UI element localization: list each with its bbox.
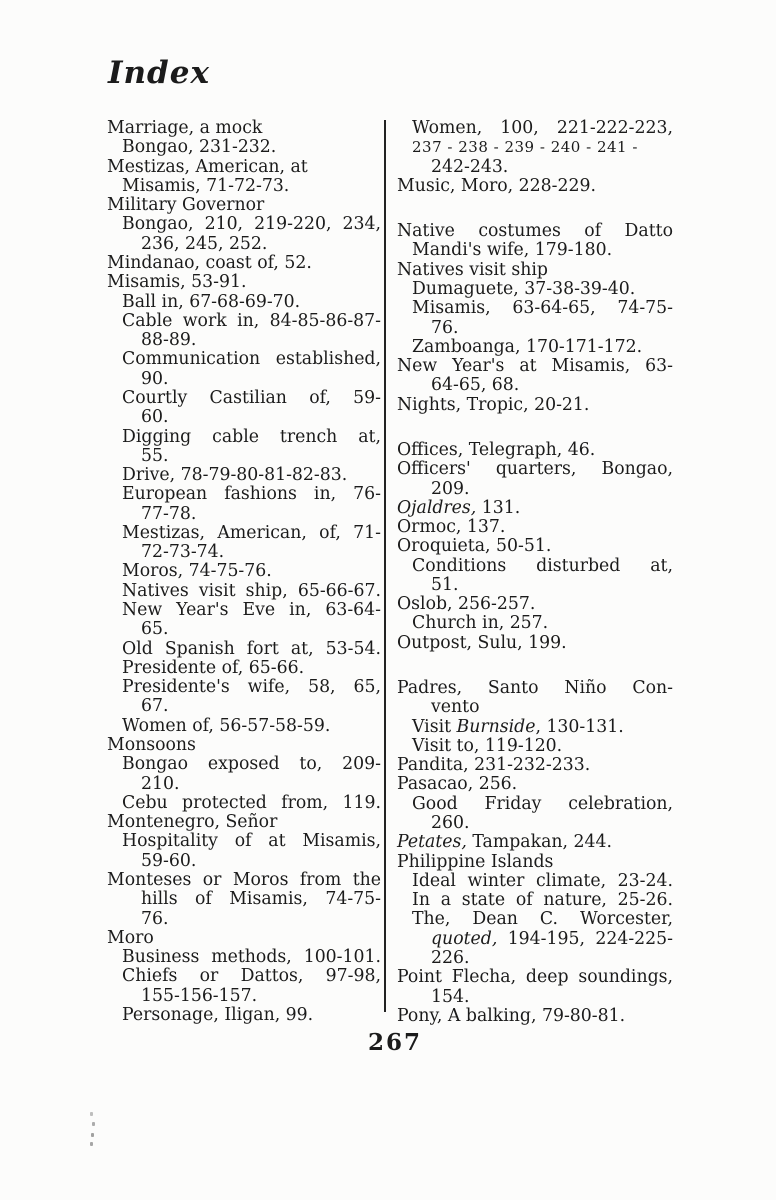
index-line [397, 518, 673, 537]
index-line-text: Women, 100, 221-222-223, [412, 118, 673, 138]
index-line-text: 237 - 238 - 239 - 240 - 241 - [412, 138, 638, 157]
index-line [107, 562, 381, 581]
index-line-text: Ideal winter climate, 23-24. [412, 870, 673, 891]
index-line-text: Natives visit ship [397, 259, 548, 280]
index-line-text: Conditions disturbed at, [412, 555, 673, 576]
index-line [107, 910, 381, 929]
index-line [107, 447, 381, 466]
index-line [107, 466, 381, 485]
index-line-text: Communication established, [122, 349, 381, 370]
index-line [107, 158, 381, 177]
ink-speck [90, 1112, 93, 1116]
index-line-text: 155-156-157. [141, 985, 258, 1006]
ink-speck [90, 1142, 93, 1146]
index-line-text: Mandi's wife, 179-180. [412, 240, 613, 261]
index-line-text: Natives visit ship, 65-66-67. [122, 580, 381, 601]
index-line [107, 119, 381, 138]
index-line-text: Offices, Telegraph, 46. [397, 439, 596, 460]
index-line [107, 697, 381, 716]
index-line-text: Old Spanish fort at, 53-54. [122, 638, 381, 659]
index-line-text: Military Governor [107, 195, 265, 216]
index-line [107, 370, 381, 389]
index-line [397, 718, 673, 737]
index-line-text: Courtly Castilian of, 59- [122, 387, 381, 408]
index-line-text: 60. [141, 407, 169, 428]
index-line-text: Mindanao, coast of, 52. [107, 252, 312, 273]
ink-speck [92, 1122, 95, 1126]
index-line [107, 871, 381, 890]
index-line [107, 505, 381, 524]
index-line [107, 428, 381, 447]
index-line [397, 576, 673, 595]
index-line-text: Mestizas, American, of, 71- [122, 522, 381, 543]
index-line [397, 634, 673, 653]
index-line-text: 88-89. [141, 330, 197, 351]
index-line-text: 131. [476, 497, 521, 518]
index-line [397, 396, 673, 415]
index-line-text: Ball in, 67-68-69-70. [122, 291, 301, 312]
index-line [107, 273, 381, 292]
index-line-text: Misamis, 63-64-65, 74-75- [412, 298, 673, 319]
index-line-text: Ormoc, 137. [397, 517, 506, 538]
index-line [107, 485, 381, 504]
index-line [397, 1007, 673, 1026]
index-line [397, 376, 673, 395]
index-line [107, 331, 381, 350]
index-line-text: Native costumes of Datto [397, 221, 673, 242]
index-line [107, 755, 381, 774]
index-line-text: 64-65, 68. [431, 375, 520, 396]
index-line [107, 601, 381, 620]
index-line [107, 196, 381, 215]
page-number: 267 [368, 1029, 423, 1056]
index-line [397, 319, 673, 338]
index-line [397, 480, 673, 499]
index-line [107, 813, 381, 832]
index-line [107, 890, 381, 909]
index-line-text: Pandita, 231-232-233. [397, 755, 591, 776]
index-line [397, 299, 673, 318]
index-line-text: 51. [431, 574, 459, 595]
index-line-text: Monsoons [107, 735, 196, 755]
index-line-text: Nights, Tropic, 20-21. [397, 394, 590, 415]
column-gap [397, 415, 673, 441]
index-line [397, 968, 673, 987]
index-line [397, 241, 673, 260]
index-line [107, 794, 381, 813]
index-line [397, 261, 673, 280]
ink-speck [91, 1133, 94, 1137]
index-line [397, 338, 673, 357]
index-line-text: Personage, Iligan, 99. [122, 1004, 314, 1025]
page-title: Index [108, 55, 210, 91]
italic-term: Ojaldres, [397, 497, 477, 518]
index-line-text: Tampakan, 244. [466, 832, 612, 853]
index-line [107, 659, 381, 678]
index-line [107, 389, 381, 408]
index-line [107, 312, 381, 331]
index-line-text: Music, Moro, 228-229. [397, 175, 596, 196]
index-line-text: 76. [431, 317, 459, 338]
index-line-text: 242-243. [431, 156, 509, 177]
index-line-text: 226. [431, 947, 470, 968]
index-line [397, 158, 673, 177]
index-line [397, 698, 673, 717]
italic-term: Petates, [397, 832, 467, 853]
index-line-text: Visit [412, 716, 457, 737]
index-line [107, 543, 381, 562]
index-line-text: 76. [141, 908, 169, 929]
index-line-text: 90. [141, 368, 169, 389]
index-line-text: 77-78. [141, 503, 197, 524]
index-line-text: 260. [431, 813, 470, 833]
index-line [107, 582, 381, 601]
index-line-text: Oroquieta, 50-51. [397, 536, 552, 557]
index-line [107, 177, 381, 196]
index-line-text: Chiefs or Dattos, 97-98, [122, 966, 381, 987]
index-line [107, 620, 381, 639]
index-line [397, 930, 673, 949]
italic-term: Burnside [456, 716, 536, 737]
index-line [397, 679, 673, 698]
index-line-text: Visit to, 119-120. [412, 735, 563, 756]
index-line-text: Business methods, 100-101. [122, 947, 381, 968]
index-line [397, 460, 673, 479]
index-line-text: Moro [107, 927, 154, 948]
index-line [107, 640, 381, 659]
index-line-text: In a state of nature, 25-26. [412, 890, 673, 911]
index-line [107, 736, 381, 755]
index-line-text: 210. [141, 773, 180, 794]
index-line-text: Drive, 78-79-80-81-82-83. [122, 465, 348, 486]
index-line-text: 154. [431, 986, 470, 1007]
index-line-text: Mestizas, American, at [107, 156, 308, 177]
index-line-text: Cable work in, 84-85-86-87- [122, 310, 381, 331]
index-line [397, 119, 673, 138]
index-line [107, 215, 381, 234]
index-line-text: Montenegro, Señor [107, 812, 278, 833]
index-line [107, 948, 381, 967]
index-line [397, 222, 673, 241]
index-line [397, 557, 673, 576]
index-line-text: Hospitality of at Misamis, [122, 831, 381, 852]
index-line [397, 756, 673, 775]
index-line-text: , 130-131. [535, 716, 624, 737]
italic-term: quoted, [431, 928, 498, 949]
index-line-text: 55. [141, 445, 169, 466]
index-line [397, 814, 673, 833]
index-line-text: Officers' quarters, Bongao, [397, 459, 673, 480]
index-line [397, 280, 673, 299]
index-line [107, 235, 381, 254]
index-line [397, 537, 673, 556]
column-divider-rule [384, 120, 386, 1012]
index-line-text: European fashions in, 76- [122, 484, 381, 505]
index-line-text: Bongao exposed to, 209- [122, 754, 381, 775]
index-line [397, 177, 673, 196]
index-line [107, 138, 381, 157]
index-line [397, 833, 673, 852]
index-line-text: Cebu protected from, 119. [122, 792, 381, 813]
index-line-text: New Year's at Misamis, 63- [397, 356, 673, 377]
index-line-text: Oslob, 256-257. [397, 594, 536, 615]
index-line [107, 775, 381, 794]
index-line-text: 72-73-74. [141, 542, 225, 563]
index-line-text: 65. [141, 619, 169, 640]
index-line-text: 59-60. [141, 850, 197, 871]
index-line-text: Misamis, 53-91. [107, 272, 247, 293]
index-line-text: vento [431, 697, 480, 718]
index-line [397, 499, 673, 518]
index-line [107, 832, 381, 851]
index-line [397, 614, 673, 633]
index-line-text: hills of Misamis, 74-75- [141, 889, 381, 910]
index-line-text: Pony, A balking, 79-80-81. [397, 1005, 626, 1026]
index-line [107, 254, 381, 273]
index-line-text: Monteses or Moros from the [107, 869, 381, 890]
index-line-text: New Year's Eve in, 63-64- [122, 600, 381, 621]
index-line-text: Zamboanga, 170-171-172. [412, 336, 643, 357]
index-line-text: Good Friday celebration, [412, 793, 673, 814]
index-line [107, 852, 381, 871]
index-column-right [397, 119, 673, 1026]
index-line [397, 795, 673, 814]
index-column-left [107, 119, 381, 1025]
index-line [397, 595, 673, 614]
column-gap [397, 653, 673, 679]
index-line-text: Digging cable trench at, [122, 426, 381, 447]
index-line-text: Presidente of, 65-66. [122, 657, 305, 678]
index-line [107, 967, 381, 986]
index-line-text: Church in, 257. [412, 613, 549, 634]
index-line-text: Moros, 74-75-76. [122, 561, 272, 582]
index-line [107, 678, 381, 697]
index-line-text: Outpost, Sulu, 199. [397, 632, 567, 653]
index-line [107, 350, 381, 369]
index-line [107, 293, 381, 312]
index-line-text: 67. [141, 696, 169, 717]
index-line [107, 987, 381, 1006]
index-line-text: Women of, 56-57-58-59. [122, 715, 331, 736]
index-line [397, 138, 673, 157]
index-line-text: Misamis, 71-72-73. [122, 175, 290, 196]
index-line-text: Padres, Santo Niño Con- [397, 678, 673, 699]
column-gap [397, 196, 673, 222]
index-line [107, 524, 381, 543]
index-line-text: Dumaguete, 37-38-39-40. [412, 278, 636, 299]
index-line-text: Bongao, 210, 219-220, 234, [122, 214, 381, 235]
index-line [107, 1006, 381, 1025]
index-line [397, 891, 673, 910]
index-line-text: Pasacao, 256. [397, 774, 518, 795]
index-line [107, 929, 381, 948]
index-line [397, 872, 673, 891]
index-line [397, 949, 673, 968]
index-line [397, 775, 673, 794]
index-line [397, 441, 673, 460]
index-line-text: Point Flecha, deep soundings, [397, 967, 673, 988]
index-line [107, 717, 381, 736]
index-line-text: Philippine Islands [397, 851, 554, 872]
index-line [397, 988, 673, 1007]
index-line [397, 737, 673, 756]
index-line [107, 408, 381, 427]
index-line-text: 236, 245, 252. [141, 233, 268, 254]
index-line [397, 853, 673, 872]
index-line-text: 209. [431, 478, 470, 499]
index-line-text: Marriage, a mock [107, 118, 263, 138]
index-line-text: Bongao, 231-232. [122, 137, 277, 158]
index-line-text: The, Dean C. Worcester, [412, 909, 673, 930]
index-line [397, 910, 673, 929]
index-line-text: Presidente's wife, 58, 65, [122, 677, 381, 698]
index-line-text: 194-195, 224-225- [497, 928, 673, 949]
index-line [397, 357, 673, 376]
